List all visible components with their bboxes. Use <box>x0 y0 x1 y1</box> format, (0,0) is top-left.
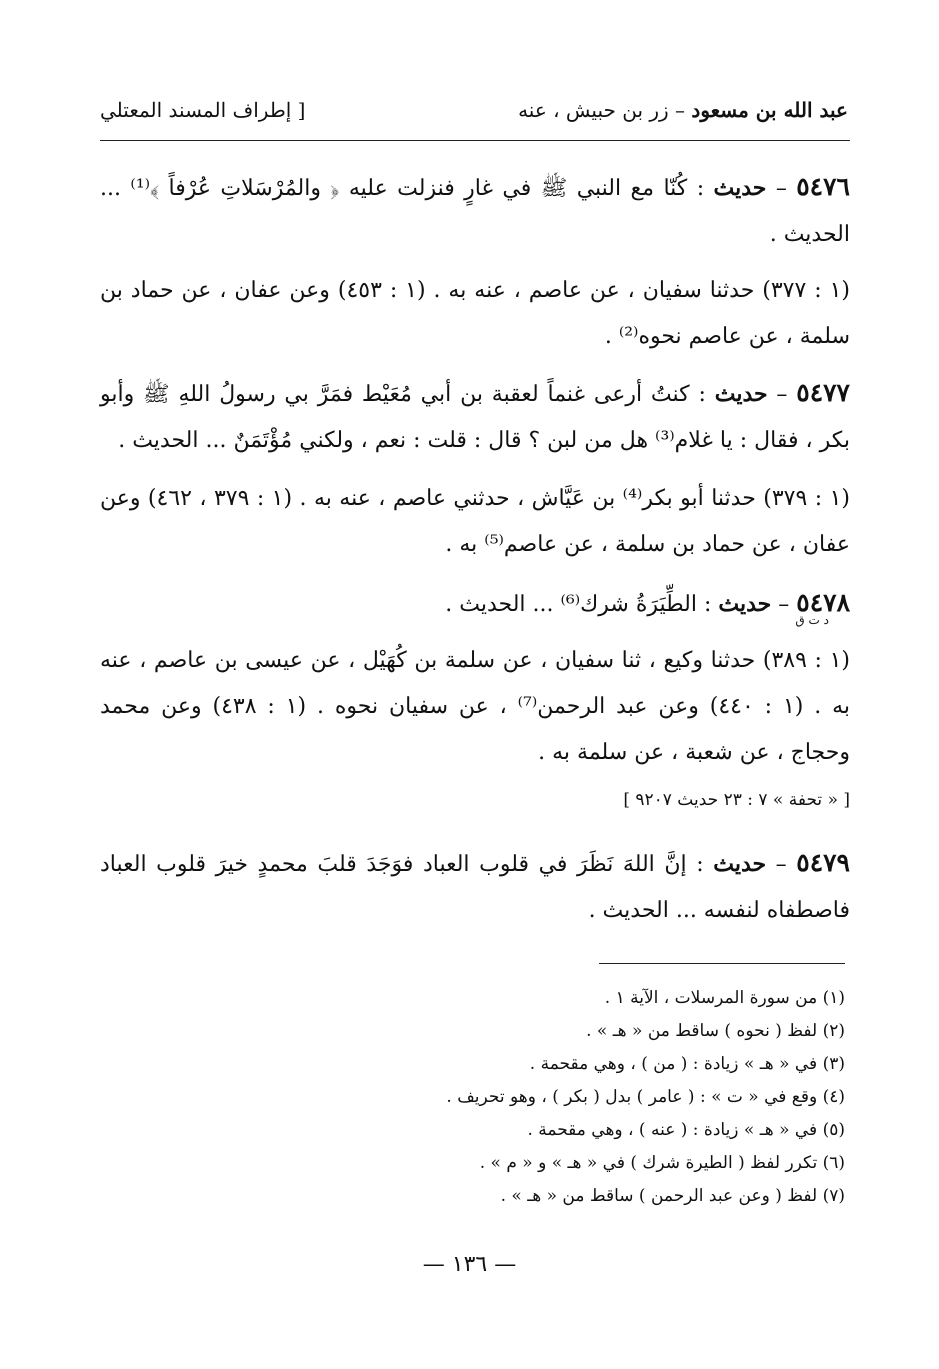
page-number: — ١٣٦ — <box>422 1252 517 1277</box>
footnote-3: (٣) في « هـ » زيادة : ( من ) ، وهي مقحمة . <box>529 1054 845 1074</box>
hadith-text: : كنتُ أرعى غنماً لعقبة بن أبي مُعَيْط فمَرَّ بي رسولُ اللهِ ﷺ وأبو بكر ، فقال : يا غلام⁽³⁾ هل من لبن ؟ قال : قلت : نعم ، ولكني مُؤْتَمَنٌ ... الحديث . <box>100 382 850 453</box>
footnote-1: (١) من سورة المرسلات ، الآية ١ . <box>604 988 845 1008</box>
hadith-number: ٥٤٧٩ <box>796 848 850 877</box>
isnad-chain-5478: (١ : ٣٨٩) حدثنا وكيع ، ثنا سفيان ، عن سلمة بن كُهَيْل ، عن عيسى بن عاصم ، عنه به . (١ : ٤٤٠) وعن عبد الرحمن⁽⁷⁾ ، عن سفيان نحوه . (١ : ٤٣٨) وعن محمد وحجاج ، عن شعبة ، عن سلمة به . <box>100 648 851 765</box>
hadith-entry-5477: ٥٤٧٧ – حديث : كنتُ أرعى غنماً لعقبة بن أبي مُعَيْط فمَرَّ بي رسولُ اللهِ ﷺ وأبو بكر ، فقال : يا غلام⁽³⁾ هل من لبن ؟ قال : قلت : نعم ، ولكني مُؤْتَمَنٌ ... الحديث . <box>100 378 850 453</box>
running-header <box>100 98 848 138</box>
tuhfa-reference: [ « تحفة » ٧ : ٢٣ حديث ٩٢٠٧ ] <box>623 790 850 810</box>
footnote-4: (٤) وقع في « ت » : ( عامر ) بدل ( بكر ) ، وهو تحريف . <box>446 1087 845 1107</box>
footnote-5: (٥) في « هـ » زيادة : ( عنه ) ، وهي مقحمة . <box>527 1120 845 1140</box>
hadith-entry-5478: ٥٤٧٨ – حديث : الطِّيَرَةُ شرك⁽⁶⁾ ... الحديث . <box>445 588 850 617</box>
header-narrator: – زر بن حبيش ، عنه <box>518 98 692 122</box>
header-divider <box>100 140 850 141</box>
hadith-text: : إنَّ اللهَ نَظَرَ في قلوب العباد فوَجَدَ قلبَ محمدٍ خيرَ قلوب العباد فاصطفاه لنفسه ... الحديث . <box>100 852 850 923</box>
hadith-label: حديث <box>718 591 772 617</box>
footnote-2: (٢) لفظ ( نحوه ) ساقط من « هـ » . <box>586 1021 845 1041</box>
isnad-chain-5477: (١ : ٣٧٩) حدثنا أبو بكر⁽⁴⁾ بن عَيَّاش ، حدثني عاصم ، عنه به . (١ : ٣٧٩ ، ٤٦٢) وعن عفان ، عن حماد بن سلمة ، عن عاصم⁽⁵⁾ به . <box>100 486 850 557</box>
footnote-6: (٦) تكرر لفظ ( الطيرة شرك ) في « هـ » و « م » . <box>479 1153 845 1173</box>
hadith-text: : الطِّيَرَةُ شرك⁽⁶⁾ ... الحديث . <box>445 592 719 617</box>
hadith-number: ٥٤٧٧ <box>796 378 850 407</box>
hadith-text: : كُنّا مع النبي ﷺ في غارٍ فنزلت عليه ﴿ والمُرْسَلاتِ عُرْفاً ﴾⁽¹⁾ ... الحديث . <box>100 176 850 247</box>
hadith-number: ٥٤٧٦ <box>796 172 850 201</box>
footnote-7: (٧) لفظ ( وعن عبد الرحمن ) ساقط من « هـ » . <box>500 1186 845 1206</box>
hadith-number: ٥٤٧٨ <box>796 588 850 617</box>
hadith-label: حديث <box>713 175 767 201</box>
header-book-title: [ إطراف المسند المعتلي <box>100 98 306 122</box>
hadith-entry-5476: ٥٤٧٦ – حديث : كُنّا مع النبي ﷺ في غارٍ فنزلت عليه ﴿ والمُرْسَلاتِ عُرْفاً ﴾⁽¹⁾ ... الحديث . <box>100 172 850 247</box>
footnote-divider <box>599 963 845 964</box>
hadith-entry-5479: ٥٤٧٩ – حديث : إنَّ اللهَ نَظَرَ في قلوب العباد فوَجَدَ قلبَ محمدٍ خيرَ قلوب العباد فاصطفاه لنفسه ... الحديث . <box>100 848 850 923</box>
header-chapter <box>518 98 848 122</box>
hadith-label: حديث <box>713 851 767 877</box>
hadith-label: حديث <box>714 381 768 407</box>
isnad-chain-5476: (١ : ٣٧٧) حدثنا سفيان ، عن عاصم ، عنه به . (١ : ٤٥٣) وعن عفان ، عن حماد بن سلمة ، عن عاصم نحوه⁽²⁾ . <box>100 278 850 349</box>
header-companion-name: عبد الله بن مسعود <box>691 98 848 122</box>
collection-sigla: د ت ق <box>795 613 829 627</box>
